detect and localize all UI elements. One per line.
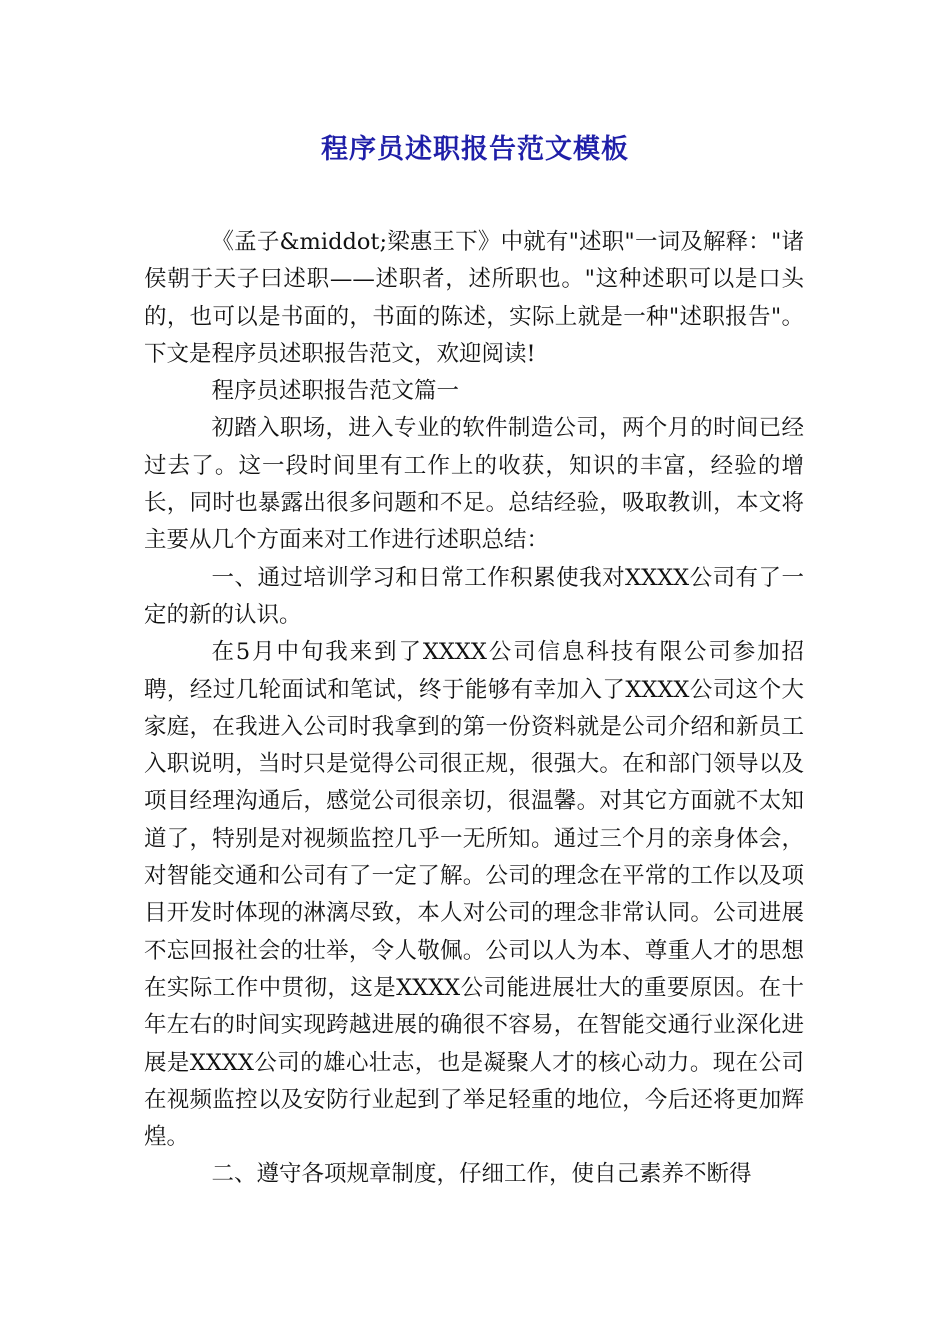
document-body — [144, 224, 804, 1194]
paragraph: 在5月中旬我来到了XXXX公司信息科技有限公司参加招聘，经过几轮面试和笔试，终于能够有幸加入了XXXX公司这个大家庭，在我进入公司时我拿到的第一份资料就是公司介绍和新员工入职说明，当时只是觉得公司很正规，很强大。在和部门领导以及项目经理沟通后，感觉公司很亲切，很温馨。对其它方面就不太知道了，特别是对视频监控几乎一无所知。通过三个月的亲身体会，对智能交通和公司有了一定了解。公司的理念在平常的工作以及项目开发时体现的淋漓尽致，本人对公司的理念非常认同。公司进展不忘回报社会的壮举，令人敬佩。公司以人为本、尊重人才的思想在实际工作中贯彻，这是XXXX公司能进展壮大的重要原因。在十年左右的时间实现跨越进展的确很不容易，在智能交通行业深化进展是XXXX公司的雄心壮志，也是凝聚人才的核心动力。现在公司在视频监控以及安防行业起到了举足轻重的地位，今后还将更加辉煌。 — [144, 639, 804, 1151]
paragraph: 二、遵守各项规章制度，仔细工作，使自己素养不断得 — [211, 1161, 752, 1188]
paragraph: 一、通过培训学习和日常工作积累使我对XXXX公司有了一定的新的认识。 — [144, 564, 804, 628]
document-title: 程序员述职报告范文模板 — [321, 134, 629, 165]
paragraph-intro: 《孟子&middot;梁惠王下》中就有"述职"一词及解释："诸侯朝于天子曰述职——述职者，述所职也。"这种述职可以是口头的，也可以是书面的，书面的陈述，实际上就是一种"述职报告"。下文是程序员述职报告范文，欢迎阅读! — [144, 229, 804, 367]
paragraph: 初踏入职场，进入专业的软件制造公司，两个月的时间已经过去了。这一段时间里有工作上的收获，知识的丰富，经验的增长，同时也暴露出很多问题和不足。总结经验，吸取教训，本文将主要从几个方面来对工作进行述职总结： — [144, 415, 804, 554]
section-heading: 程序员述职报告范文篇一 — [211, 378, 460, 405]
